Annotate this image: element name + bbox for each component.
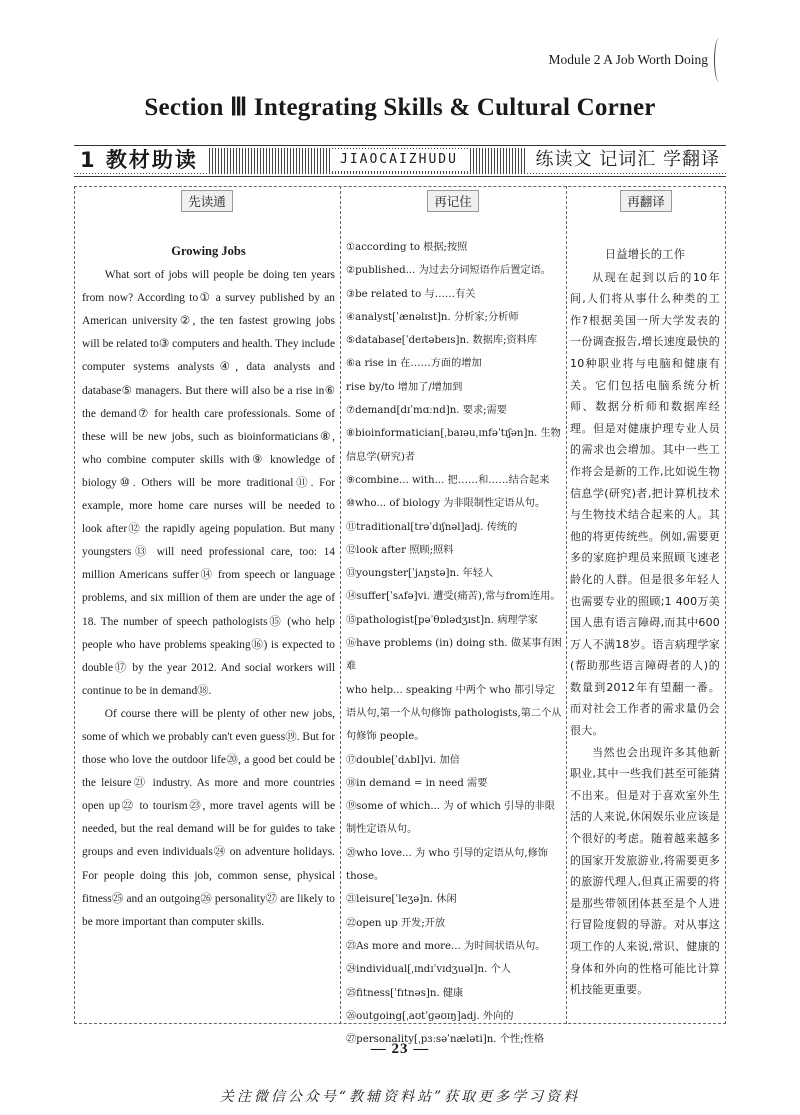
reading-paragraph: What sort of jobs will people be doing ten years from now? According to① a survey published by an American university②, the ten fastest growing jobs will be related to③ computers and health. They include computer systems analysts④, data analysts and database⑤ managers. But there will also be a rise in⑥ the demand⑦ for health care professionals. Some of these will be new jobs, such as bioinformaticians⑧, who combine computer skills with⑨ knowledge of biology⑩. Others will be more traditional⑪. For example, more home care nurses will be needed to look after⑫ the rapidly ageing population. But many youngsters⑬ will need professional care, too: 14 million Americans suffer⑭ from speech or language problems, and six million of them are under the age of 18. The number of speech pathologists⑮ (who help people who have problems speaking⑯) is expected to double⑰ by the year 2012. And social workers will continue to be in demand⑱. <box>82 269 335 697</box>
translation-paragraph: 当然也会出现许多其他新职业,其中一些我们甚至可能猜不出来。但是对于喜欢室外生活的人来说,休闲娱乐业应该是个很好的考虑。随着越来越多的国家开发旅游业,将需要更多的旅游代理人,但真正需要的将是那些带领团体甚至是个人进行冒险度假的导游。对从事这项工作的人来说,常识、健康的身体和外向的性格可能比计算机技能更重要。 <box>570 745 720 997</box>
note-item: rise by/to 增加了/增加到 <box>346 381 463 393</box>
reading-paragraph: Of course there will be plenty of other new jobs, some of which we probably can't even guess⑲. But for those who love the outdoor life⑳, a good bet could be the leisure㉑ industry. As more and more countries open up㉒ to tourism㉓, more travel agents will be needed, but the real demand will be for guides to take groups and even individuals㉔ on adventure holidays. For people doing this job, common sense, physical fitness㉕ and an outgoing㉖ personality㉗ are likely to be more important than computer skills. <box>82 707 335 928</box>
column-divider <box>566 186 567 1024</box>
translation-paragraph: 从现在起到以后的10年间,人们将从事什么种类的工作?根据美国一所大学发表的一份调查报告,增长速度最快的10种职业将与电脑和健康有关。它们包括电脑系统分析师、数据分析师和数据库经理。但是对健康护理专业人员的需求也会增加。其中一些工作将会是新的工作,比如说生物信息学(研究)者,把计算机技术与生物技术结合起来的人。其他的将更传统些。例如,需要更多的家庭护理员来照顾飞速老龄化的人群。但是很多年轻人也需要专业的照顾;1 400万美国人患有语言障碍,而其中600万人不满18岁。语言病理学家(帮助那些语言障碍者的人)的数量到2012年有望翻一番。而对社会工作者的需求量仍会很大。 <box>570 270 720 738</box>
note-item: ⑤database[ˈdeɪtəbeɪs]n. 数据库;资料库 <box>346 335 538 347</box>
note-item: ⑮pathologist[pəˈθɒlədʒɪst]n. 病理学家 <box>346 614 538 626</box>
col3-header-label: 再翻译 <box>620 190 672 212</box>
note-item: ⑥a rise in 在……方面的增加 <box>346 358 482 370</box>
banner-label: 1 教材助读 <box>74 147 208 173</box>
note-item: ⑧bioinformatician[ˌbaɪəuˌɪnfəˈtɪʃən]n. 生物信息学(研究)者 <box>346 428 561 463</box>
page-number: — 23 — <box>370 1041 430 1057</box>
footer-note: 关注微信公众号“教辅资料站”获取更多学习资料 <box>219 1089 581 1105</box>
banner-pinyin: JIAOCAIZHUDU <box>330 149 468 171</box>
banner-right-text: 练读文 记词汇 学翻译 <box>526 147 726 173</box>
translation-title: 日益增长的工作 <box>604 248 686 261</box>
note-item: ㉕fitness[ˈfɪtnəs]n. 健康 <box>346 987 464 999</box>
note-item: ⑰double[ˈdʌbl]vi. 加倍 <box>346 754 460 766</box>
note-item: ⑩who... of biology 为非限制性定语从句。 <box>346 498 546 510</box>
column-divider <box>340 186 341 1024</box>
note-item: ①according to 根据;按照 <box>346 242 468 253</box>
reading-title: Growing Jobs <box>171 244 246 258</box>
header-decoration <box>714 38 724 82</box>
note-item: ⑬youngster[ˈjʌŋstə]n. 年轻人 <box>346 568 494 580</box>
col2-header-label: 再记住 <box>427 190 479 212</box>
section-title: Section Ⅲ Integrating Skills & Cultural Corner <box>144 94 656 121</box>
note-item: ㉓As more and more... 为时间状语从句。 <box>346 940 546 952</box>
col1-header-label: 先读通 <box>181 190 233 212</box>
note-item: ④analyst[ˈænəlɪst]n. 分析家;分析师 <box>346 311 519 323</box>
note-item: ㉔individual[ˌɪndɪˈvɪdʒuəl]n. 个人 <box>346 964 511 976</box>
translation-column <box>570 244 720 1001</box>
col3-header <box>566 190 726 210</box>
note-item: ⑪traditional[trəˈdɪʃnəl]adj. 传统的 <box>346 521 518 533</box>
note-item: ⑫look after 照顾;照料 <box>346 544 454 556</box>
notes-column <box>346 236 562 1051</box>
note-item: ⑦demand[dɪˈmɑːnd]n. 要求;需要 <box>346 405 507 417</box>
reading-column <box>82 240 335 934</box>
note-item: ②published... 为过去分词短语作后置定语。 <box>346 265 551 277</box>
note-item: ㉖outgoing[ˌaʊtˈɡəʊɪŋ]adj. 外向的 <box>346 1010 514 1022</box>
note-item: ⑲some of which... 为 of which 引导的非限制性定语从句。 <box>346 801 555 836</box>
note-item: ㉒open up 开发;开放 <box>346 917 446 929</box>
col2-header <box>340 190 566 210</box>
note-item: ⑱in demand = in need 需要 <box>346 777 488 789</box>
note-item: ㉑leisure[ˈleʒə]n. 休闲 <box>346 894 457 906</box>
note-item: ⑯have problems (in) doing sth. 做某事有困难 <box>346 638 562 673</box>
note-item: ⑨combine... with... 把……和……结合起来 <box>346 474 550 486</box>
note-item: who help... speaking 中两个 who 都引导定语从句,第一个从句修饰 pathologists,第二个从句修饰 people。 <box>346 684 562 743</box>
note-item: ⑳who love... 为 who 引导的定语从句,修饰 those。 <box>346 847 548 883</box>
note-item: ㉗personality[ˌpɜːsəˈnæləti]n. 个性;性格 <box>346 1034 544 1046</box>
note-item: ③be related to 与……有关 <box>346 288 476 300</box>
note-item: ⑭suffer[ˈsʌfə]vi. 遭受(痛苦),常与from连用。 <box>346 591 561 603</box>
module-label: Module 2 A Job Worth Doing <box>548 52 708 67</box>
banner <box>74 145 726 177</box>
col1-header <box>74 190 340 210</box>
